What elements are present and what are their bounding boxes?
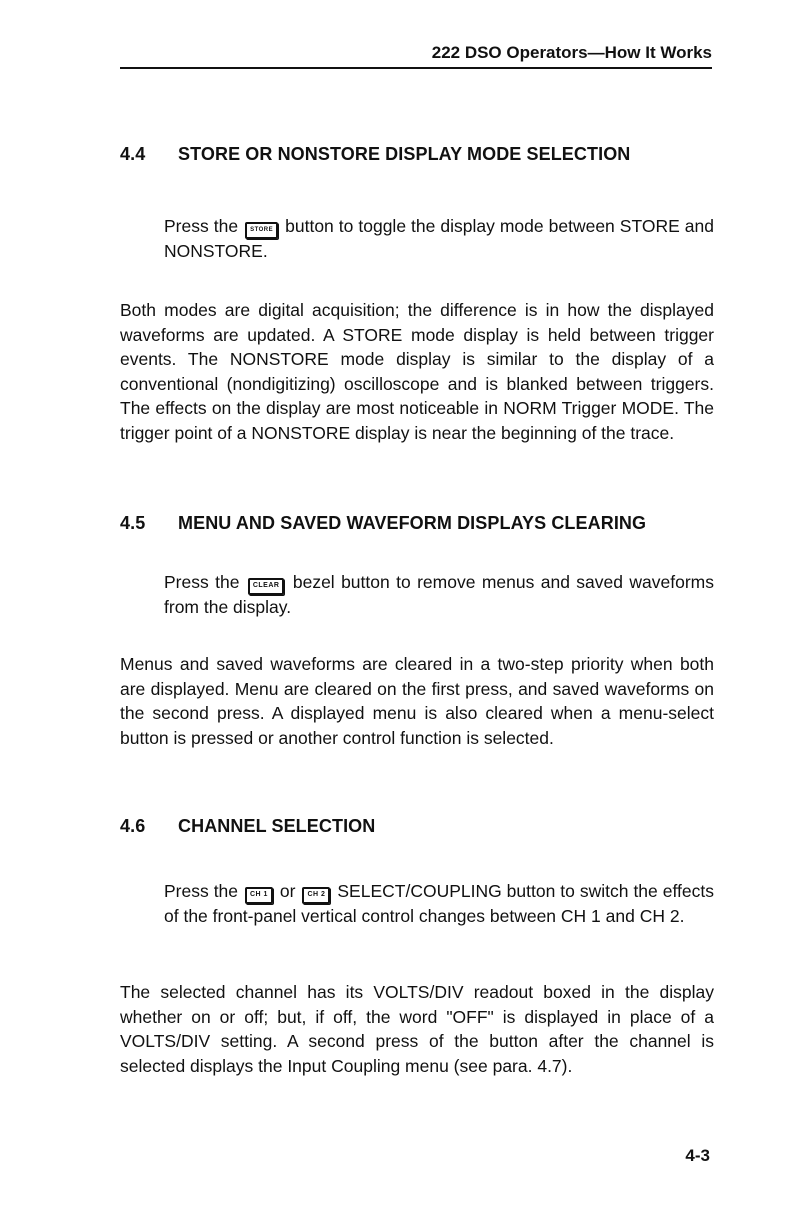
store-key-icon: STORE — [245, 222, 278, 239]
section-number: 4.5 — [120, 513, 146, 533]
instruction-text: bezel button to remove menus and saved waveforms from the display. — [164, 572, 714, 617]
instruction-text: SELECT/COUPLING button to switch the effects of the front-panel vertical control changes between CH 1 and CH 2. — [164, 881, 714, 926]
section-heading-4-5 — [120, 513, 646, 534]
instruction-text: or — [279, 881, 296, 901]
body-paragraph: The selected channel has its VOLTS/DIV readout boxed in the display whether on or off; but, if off, the word "OFF" is displayed in place of a VOLTS/DIV setting. A second press of the button after the channel is selected displays the Input Coupling menu (see para. 4.7). — [120, 982, 714, 1076]
section-heading-4-4 — [120, 144, 630, 165]
instruction-text: Press the — [164, 216, 239, 236]
section-title: MENU AND SAVED WAVEFORM DISPLAYS CLEARING — [178, 513, 647, 533]
body-paragraph: Menus and saved waveforms are cleared in a two-step priority when both are displayed. Menu are cleared on the first press, and saved waveforms on the second press. A displayed menu is also cleared when a menu-select button is pressed or another control function is selected. — [120, 654, 714, 748]
section-title: CHANNEL SELECTION — [178, 816, 376, 836]
instruction-text: button to toggle the display mode between STORE and NONSTORE. — [164, 216, 714, 261]
ch2-key-icon: CH 2 — [302, 887, 330, 904]
clear-key-icon: CLEAR — [248, 578, 285, 595]
body-paragraph: Both modes are digital acquisition; the difference is in how the displayed waveforms are updated. A STORE mode display is held between trigger events. The NONSTORE mode display is similar to the display of a conventional (nondigitizing) oscilloscope and is blanked between triggers. The effects on the display are most noticeable in NORM Trigger MODE. The trigger point of a NONSTORE display is near the beginning of the trace. — [120, 300, 714, 443]
instruction-text: Press the — [164, 881, 239, 901]
instruction-paragraph — [164, 879, 714, 929]
ch1-key-icon: CH 1 — [245, 887, 273, 904]
section-number: 4.4 — [120, 144, 146, 164]
instruction-text: Press the — [164, 572, 240, 592]
instruction-paragraph — [164, 570, 714, 620]
section-title: STORE OR NONSTORE DISPLAY MODE SELECTION — [178, 144, 631, 164]
section-number: 4.6 — [120, 816, 146, 836]
header-rule — [120, 67, 712, 69]
page-number: 4-3 — [685, 1146, 710, 1165]
section-heading-4-6 — [120, 816, 375, 837]
instruction-paragraph — [164, 214, 714, 264]
running-header: 222 DSO Operators—How It Works — [431, 43, 712, 62]
